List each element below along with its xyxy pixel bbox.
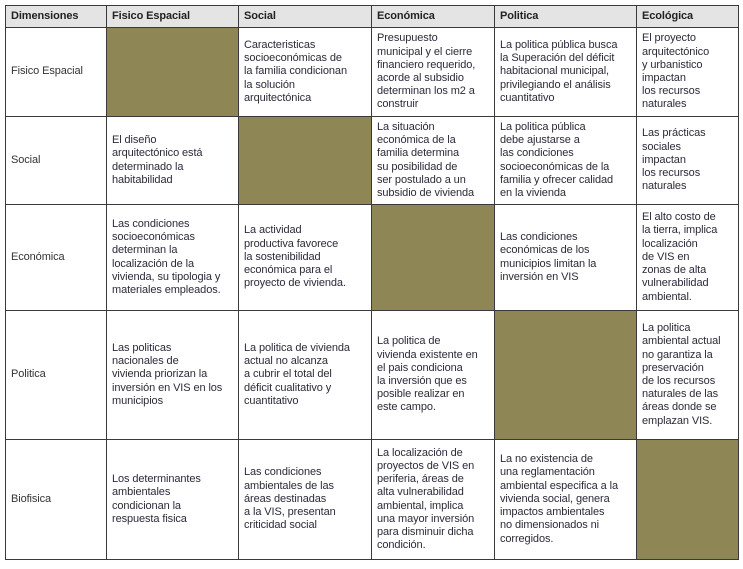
table-cell: Las politicas nacionales de vivienda priorizan la inversión en VIS en los municipios: [107, 311, 239, 440]
table-row: [6, 205, 739, 311]
diagonal-filled-cell: [495, 311, 637, 440]
table-cell: El proyecto arquitectónico y urbanistico impactan los recursos naturales: [637, 28, 739, 117]
header-dimensiones: Dimensiones: [6, 6, 107, 28]
table-cell: La politica de vivienda existente en el pais condiciona la inversión que es posible realizar en este campo.: [372, 311, 495, 440]
table-cell: La politica ambiental actual no garantiza la preservación de los recursos naturales de las áreas donde se emplazan VIS.: [637, 311, 739, 440]
table-cell: La situación económica de la familia determina su posibilidad de ser postulado a un subsidio de vivienda: [372, 117, 495, 205]
table-cell: La no existencia de una reglamentación ambiental especifica a la vivienda social, genera impactos ambientales no dimensionados ni corregidos.: [495, 440, 637, 560]
table-cell: Las prácticas sociales impactan los recursos naturales: [637, 117, 739, 205]
diagonal-filled-cell: [239, 117, 372, 205]
table-cell: La politica de vivienda actual no alcanza a cubrir el total del déficit cualitativo y cuantitativo: [239, 311, 372, 440]
row-header: Biofisica: [6, 440, 107, 560]
table-cell: Caracteristicas socioeconómicas de la familia condicionan la solución arquitectónica: [239, 28, 372, 117]
header-row: [6, 6, 739, 28]
header-social: Social: [239, 6, 372, 28]
header-economica: Económica: [372, 6, 495, 28]
table-cell: La localización de proyectos de VIS en periferia, áreas de alta vulnerabilidad ambiental, implica una mayor inversión para disminuir dicha condición.: [372, 440, 495, 560]
diagonal-filled-cell: [372, 205, 495, 311]
table-row: [6, 311, 739, 440]
row-header: Social: [6, 117, 107, 205]
header-ecologica: Ecológica: [637, 6, 739, 28]
diagonal-filled-cell: [637, 440, 739, 560]
table-cell: Las condiciones ambientales de las áreas destinadas a la VIS, presentan criticidad social: [239, 440, 372, 560]
table-row: [6, 440, 739, 560]
table-row: [6, 28, 739, 117]
dimensions-matrix-table: [5, 5, 739, 560]
table-row: [6, 117, 739, 205]
table-cell: Presupuesto municipal y el cierre financiero requerido, acorde al subsidio determinan los m2 a construir: [372, 28, 495, 117]
table-cell: La politica pública debe ajustarse a las condiciones socioeconómicas de la familia y ofrecer calidad en la vivienda: [495, 117, 637, 205]
row-header: Politica: [6, 311, 107, 440]
table-cell: Las condiciones socioeconómicas determinan la localización de la vivienda, su tipologia y materiales empleados.: [107, 205, 239, 311]
table-cell: Las condiciones económicas de los municipios limitan la inversión en VIS: [495, 205, 637, 311]
table-cell: La politica pública busca la Superación del déficit habitacional municipal, privilegiando el análisis cuantitativo: [495, 28, 637, 117]
table-cell: El alto costo de la tierra, implica localización de VIS en zonas de alta vulnerabilidad ambiental.: [637, 205, 739, 311]
table-cell: Los determinantes ambientales condicionan la respuesta fisica: [107, 440, 239, 560]
row-header: Económica: [6, 205, 107, 311]
header-politica: Politica: [495, 6, 637, 28]
diagonal-filled-cell: [107, 28, 239, 117]
row-header: Fisico Espacial: [6, 28, 107, 117]
header-fisico-espacial: Fisico Espacial: [107, 6, 239, 28]
table-cell: El diseño arquitectónico está determinado la habitabilidad: [107, 117, 239, 205]
table-cell: La actividad productiva favorece la sostenibilidad económica para el proyecto de vivienda.: [239, 205, 372, 311]
